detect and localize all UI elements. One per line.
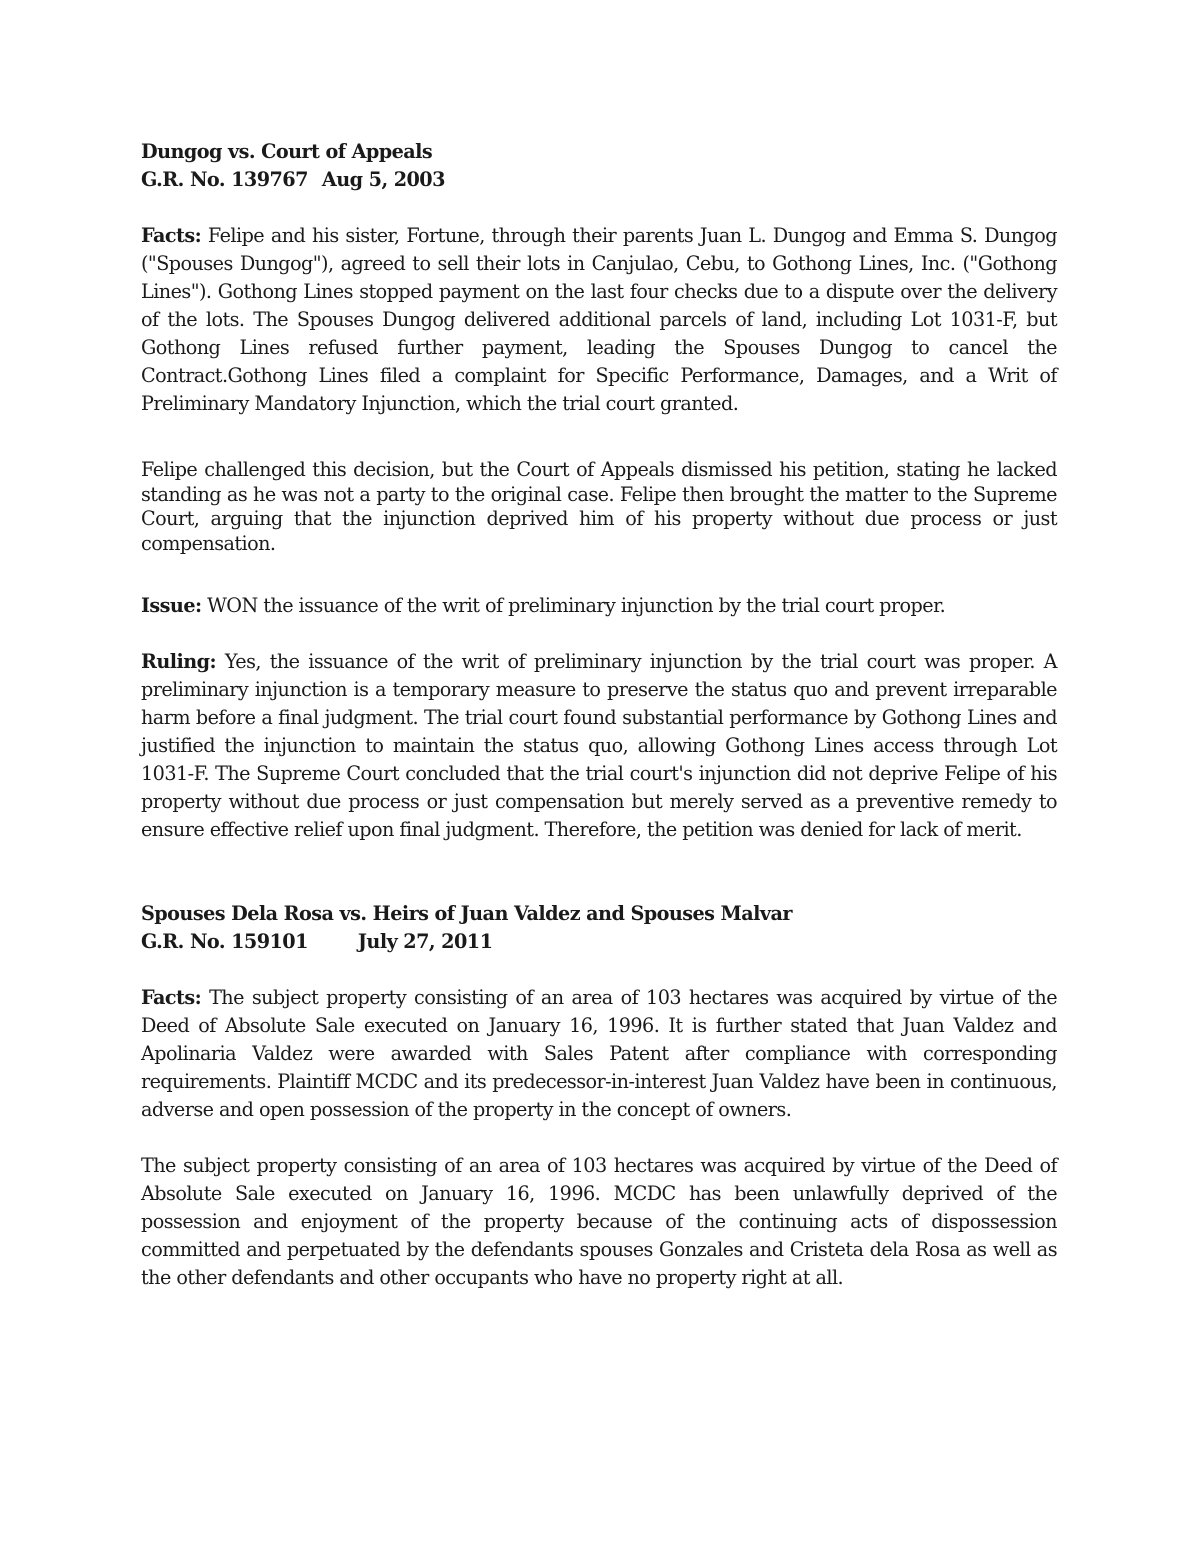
facts-label: Facts: xyxy=(141,986,202,1010)
facts-text: The subject property consisting of an area of 103 hectares was acquired by virtue of the Deed of Absolute Sale executed on January 16, 1996. It is further stated that Juan Valdez and Apolinaria Valdez were awarded with Sales Patent after compliance with corresponding requirements. Plaintiff MCDC and its predecessor-in-interest Juan Valdez have been in continuous, adverse and open possession of the property in the concept of owners. xyxy=(141,986,1057,1122)
decision-date: July 27, 2011 xyxy=(357,930,493,954)
case-title: Spouses Dela Rosa vs. Heirs of Juan Valdez and Spouses Malvar xyxy=(141,902,792,926)
issue-text: WON the issuance of the writ of preliminary injunction by the trial court proper. xyxy=(207,594,946,618)
ruling-paragraph xyxy=(141,648,1057,844)
facts-paragraph-2: The subject property consisting of an area of 103 hectares was acquired by virtue of the Deed of Absolute Sale executed on January 16, 1996. MCDC has been unlawfully deprived of the possession and enjoyment of the property because of the continuing acts of dispossession committed and perpetuated by the defendants spouses Gonzales and Cristeta dela Rosa as well as the other defendants and other occupants who have no property right at all. xyxy=(141,1154,1057,1290)
gr-number: G.R. No. 139767 xyxy=(141,168,308,191)
case-title: Dungog vs. Court of Appeals xyxy=(141,140,433,163)
facts-paragraph-2: Felipe challenged this decision, but the Court of Appeals dismissed his petition, stating he lacked standing as he was not a party to the original case. Felipe then brought the matter to the Supreme Court, arguing that the injunction deprived him of his property without due process or just compensation. xyxy=(141,458,1057,555)
case-gr-line xyxy=(141,928,1057,956)
facts-paragraph xyxy=(141,984,1057,1124)
ruling-label: Ruling: xyxy=(141,650,217,674)
facts-text: Felipe and his sister, Fortune, through their parents Juan L. Dungog and Emma S. Dungog ("Spouses Dungog"), agreed to sell their lots in Canjulao, Cebu, to Gothong Lines, Inc. ("Gothong Lines"). Gothong Lines stopped payment on the last four checks due to a dispute over the delivery of the lots. The Spouses Dungog delivered additional parcels of land, including Lot 1031-F, but Gothong Lines refused further payment, leading the Spouses Dungog to cancel the Contract.Gothong Lines filed a complaint for Specific Performance, Damages, and a Writ of Preliminary Mandatory Injunction, which the trial court granted. xyxy=(141,224,1057,415)
facts-paragraph xyxy=(141,222,1057,418)
case-dungog xyxy=(141,138,1057,844)
ruling-text: Yes, the issuance of the writ of preliminary injunction by the trial court was proper. A preliminary injunction is a temporary measure to preserve the status quo and prevent irreparable harm before a final judgment. The trial court found substantial performance by Gothong Lines and justified the injunction to maintain the status quo, allowing Gothong Lines access through Lot 1031-F. The Supreme Court concluded that the trial court's injunction did not deprive Felipe of his property without due process or just compensation but merely served as a preventive remedy to ensure effective relief upon final judgment. Therefore, the petition was denied for lack of merit. xyxy=(141,650,1057,842)
facts-label: Facts: xyxy=(141,224,202,247)
issue-paragraph xyxy=(141,592,1057,620)
issue-label: Issue: xyxy=(141,594,202,618)
case-dela-rosa xyxy=(141,900,1057,1292)
case-gr-line xyxy=(141,166,1057,194)
gr-number: G.R. No. 159101 xyxy=(141,930,308,954)
decision-date: Aug 5, 2003 xyxy=(321,168,445,191)
document-page xyxy=(141,138,1057,1292)
